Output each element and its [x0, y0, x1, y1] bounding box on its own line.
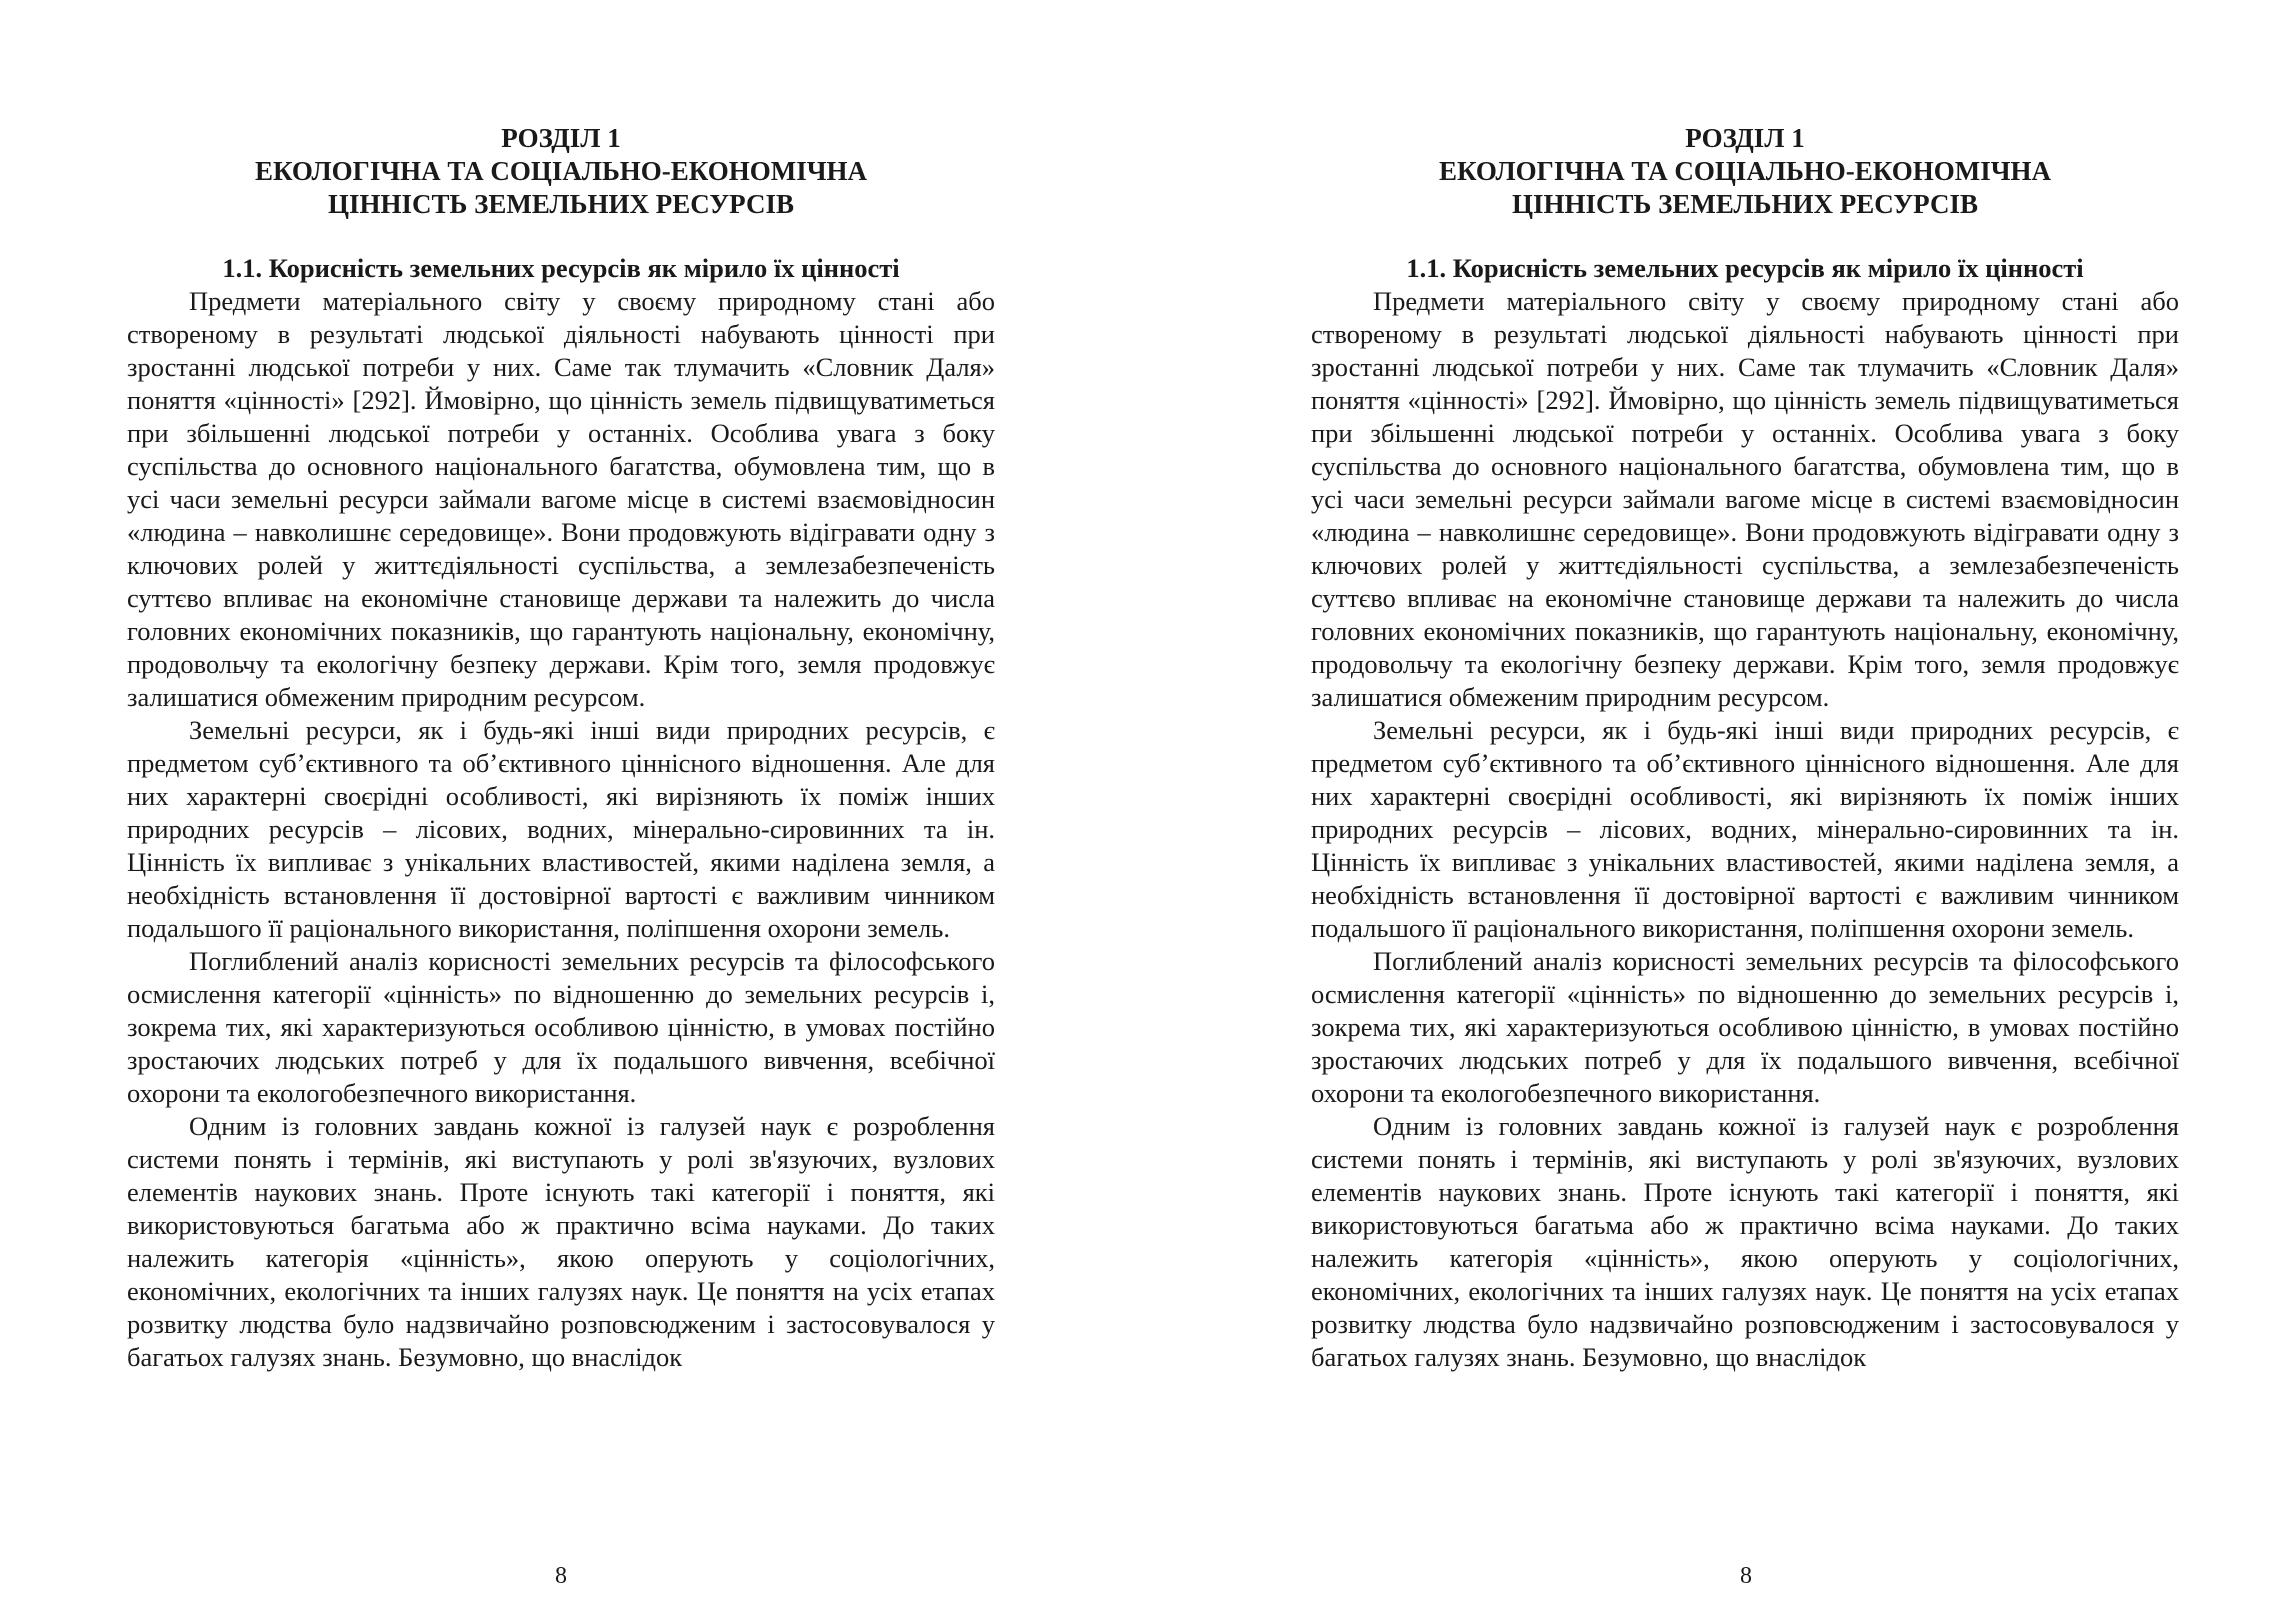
section-title-line2: ЦІННІСТЬ ЗЕМЕЛЬНИХ РЕСУРСІВ	[327, 189, 795, 219]
paragraph-3: Поглиблений аналіз корисності земельних ресурсів та філософського осмислення категорії «цінність» по відношенню до земельних ресурсів і, зокрема тих, які характеризуються особливою цінністю, в умовах постійно зростаючих людських потреб у для їх подальшого вивчення, всебічної охорони та екологобезпечного використання.	[127, 946, 995, 1108]
page-number: 8	[1740, 1563, 1752, 1589]
section-label: РОЗДІЛ 1	[1685, 123, 1805, 153]
paragraph-3: Поглиблений аналіз корисності земельних ресурсів та філософського осмислення категорії «цінність» по відношенню до земельних ресурсів і, зокрема тих, які характеризуються особливою цінністю, в умовах постійно зростаючих людських потреб у для їх подальшого вивчення, всебічної охорони та екологобезпечного використання.	[1311, 946, 2179, 1108]
paragraph-4: Одним із головних завдань кожної із галузей наук є розроблення системи понять і термінів, які виступають у ролі зв'язуючих, вузлових елементів наукових знань. Проте існують такі категорії і поняття, які використовуються багатьма або ж практично всіма науками. До таких належить категорія «цінність», якою оперують у соціологічних, економічних, екологічних та інших галузях наук. Це поняття на усіх етапах розвитку людства було надзвичайно розповсюдженим і застосовувалося у багатьох галузях знань. Безумовно, що внаслідок	[1311, 1111, 2179, 1372]
section-title-line2: ЦІННІСТЬ ЗЕМЕЛЬНИХ РЕСУРСІВ	[1511, 189, 1979, 219]
page-content	[1311, 122, 2179, 1374]
paragraph-1: Предмети матеріального світу у своєму природному стані або створеному в результаті людської діяльності набувають цінності при зростанні людської потреби у них. Саме так тлумачить «Словник Даля» поняття «цінності» [292]. Ймовірно, що цінність земель підвищуватиметься при збільшенні людської потреби у останніх. Особлива увага з боку суспільства до основного національного багатства, обумовлена тим, що в усі часи земельні ресурси займали вагоме місце в системі взаємовідносин «людина – навколишнє середовище». Вони продовжують відігравати одну з ключових ролей у життєдіяльності суспільства, а землезабезпеченість суттєво впливає на економічне становище держави та належить до числа головних економічних показників, що гарантують національну, економічну, продовольчу та екологічну безпеку держави. Крім того, земля продовжує залишатися обмеженим природним ресурсом.	[1311, 286, 2179, 712]
page-number: 8	[555, 1563, 567, 1589]
section-title-line1: ЕКОЛОГІЧНА ТА СОЦІАЛЬНО-ЕКОНОМІЧНА	[254, 156, 868, 186]
page-content	[127, 122, 995, 1374]
paragraph-1: Предмети матеріального світу у своєму природному стані або створеному в результаті людської діяльності набувають цінності при зростанні людської потреби у них. Саме так тлумачить «Словник Даля» поняття «цінності» [292]. Ймовірно, що цінність земель підвищуватиметься при збільшенні людської потреби у останніх. Особлива увага з боку суспільства до основного національного багатства, обумовлена тим, що в усі часи земельні ресурси займали вагоме місце в системі взаємовідносин «людина – навколишнє середовище». Вони продовжують відігравати одну з ключових ролей у життєдіяльності суспільства, а землезабезпеченість суттєво впливає на економічне становище держави та належить до числа головних економічних показників, що гарантують національну, економічну, продовольчу та екологічну безпеку держави. Крім того, земля продовжує залишатися обмеженим природним ресурсом.	[127, 286, 995, 712]
subsection-title: 1.1. Корисність земельних ресурсів як мірило їх цінності	[1406, 253, 2084, 283]
subsection-title: 1.1. Корисність земельних ресурсів як мірило їх цінності	[222, 253, 900, 283]
section-label: РОЗДІЛ 1	[501, 123, 621, 153]
paragraph-4: Одним із головних завдань кожної із галузей наук є розроблення системи понять і термінів, які виступають у ролі зв'язуючих, вузлових елементів наукових знань. Проте існують такі категорії і поняття, які використовуються багатьма або ж практично всіма науками. До таких належить категорія «цінність», якою оперують у соціологічних, економічних, екологічних та інших галузях наук. Це поняття на усіх етапах розвитку людства було надзвичайно розповсюдженим і застосовувалося у багатьох галузях знань. Безумовно, що внаслідок	[127, 1111, 995, 1372]
section-title-line1: ЕКОЛОГІЧНА ТА СОЦІАЛЬНО-ЕКОНОМІЧНА	[1438, 156, 2052, 186]
page-right	[1147, 0, 2294, 1616]
paragraph-2: Земельні ресурси, як і будь-які інші види природних ресурсів, є предметом суб’єктивного та об’єктивного ціннісного відношення. Але для них характерні своєрідні особливості, які вирізняють їх поміж інших природних ресурсів – лісових, водних, мінерально-сировинних та ін. Цінність їх випливає з унікальних властивостей, якими наділена земля, а необхідність встановлення її достовірної вартості є важливим чинником подальшого її раціонального використання, поліпшення охорони земель.	[1311, 715, 2179, 943]
paragraph-2: Земельні ресурси, як і будь-які інші види природних ресурсів, є предметом суб’єктивного та об’єктивного ціннісного відношення. Але для них характерні своєрідні особливості, які вирізняють їх поміж інших природних ресурсів – лісових, водних, мінерально-сировинних та ін. Цінність їх випливає з унікальних властивостей, якими наділена земля, а необхідність встановлення її достовірної вартості є важливим чинником подальшого її раціонального використання, поліпшення охорони земель.	[127, 715, 995, 943]
